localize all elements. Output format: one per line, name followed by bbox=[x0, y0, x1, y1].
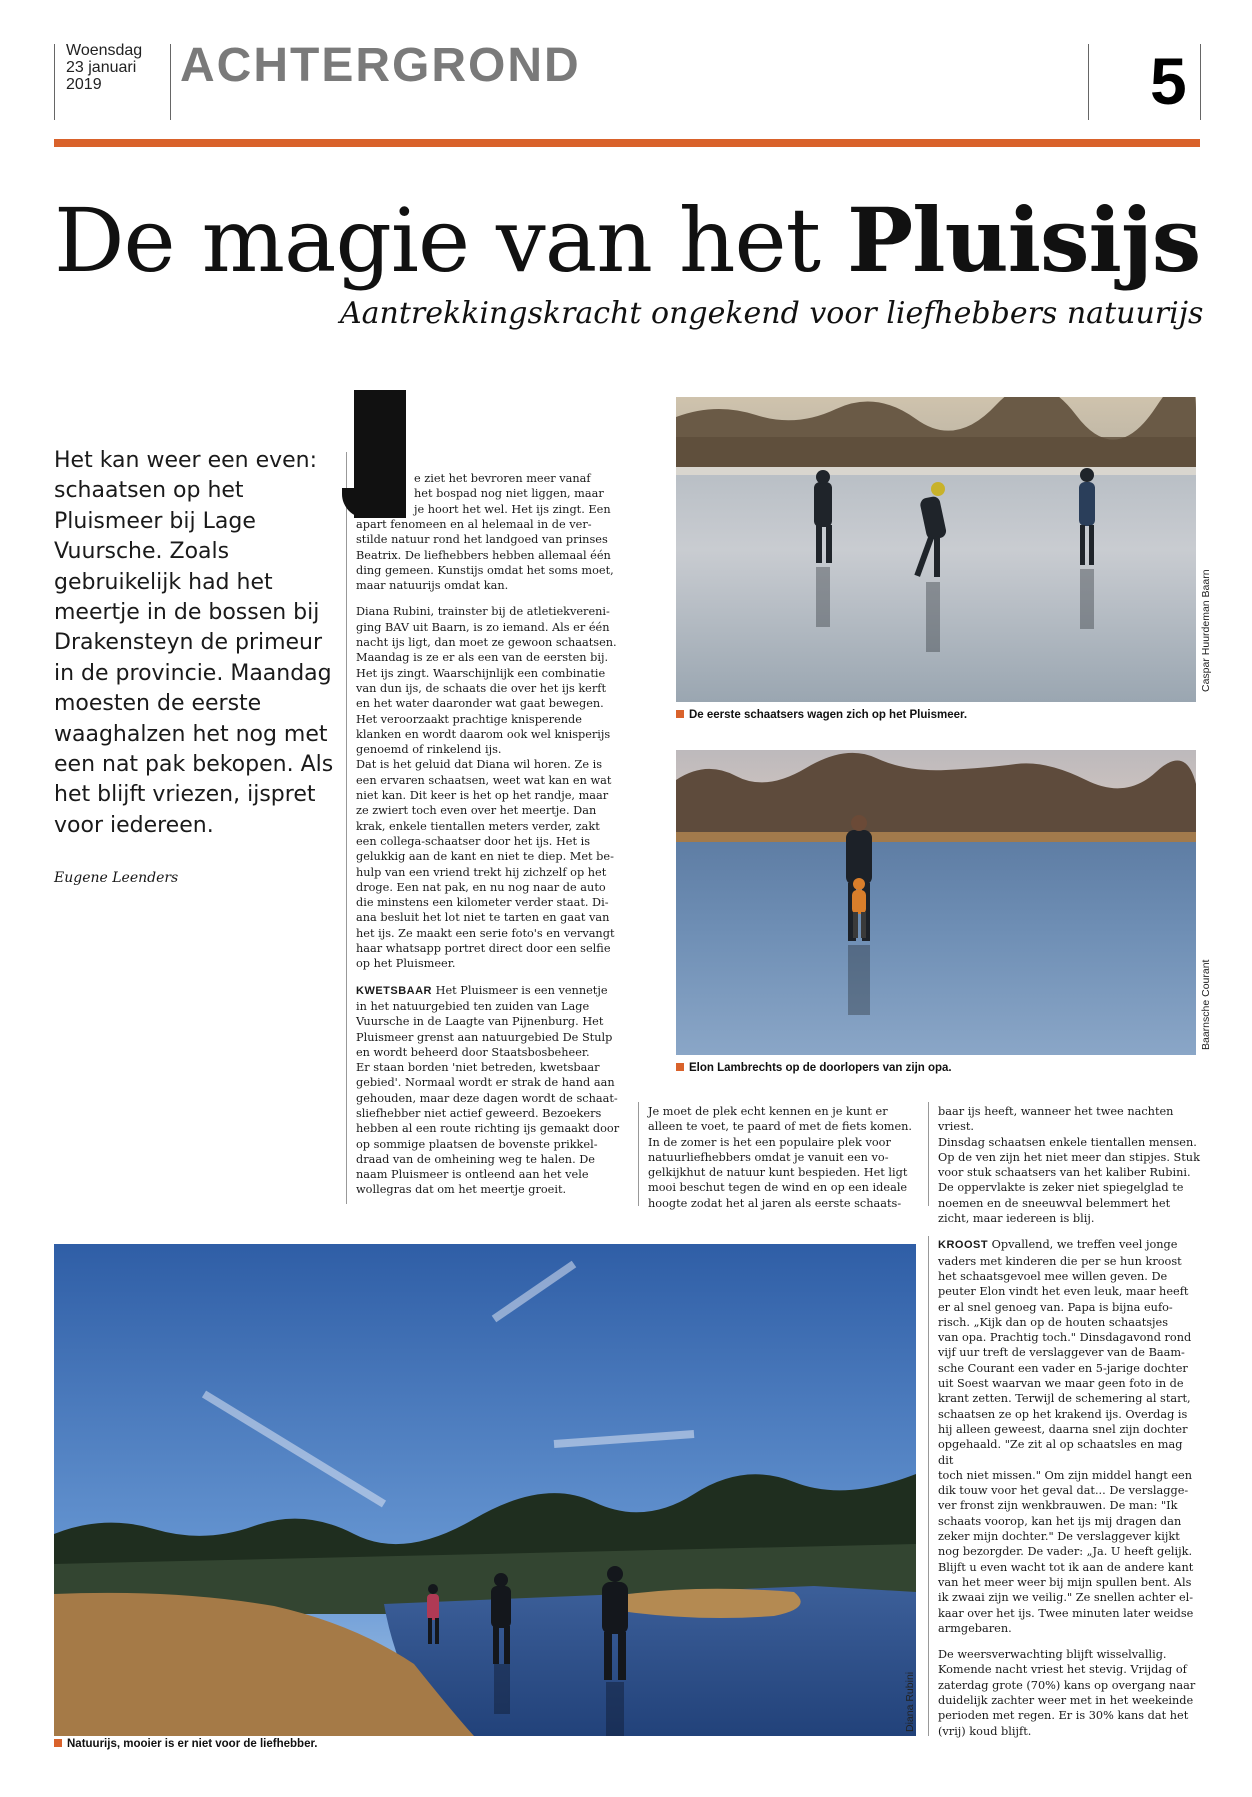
text-line: een collega-schaatser door het ijs. Het is bbox=[356, 834, 591, 848]
text-line: genoemd of rinkelend ijs. bbox=[356, 743, 502, 757]
text-line: Blijft u even wacht tot ik aan de andere kant bbox=[938, 1560, 1194, 1574]
text-line: ik zwaai zijn we veilig." Ze snellen achter el- bbox=[938, 1591, 1194, 1605]
column-rule-4 bbox=[928, 1236, 929, 1736]
photo3-caption-text: Natuurijs, mooier is er niet voor de liefhebber. bbox=[67, 1738, 318, 1750]
text-line: hulp van een vriend trekt hij zichzelf op het bbox=[356, 865, 607, 879]
text-line: opgehaald. "Ze zit al op schaatsles en mag dit bbox=[938, 1438, 1183, 1467]
kwetsbaar-first-line: Het Pluismeer is een vennetje bbox=[435, 983, 608, 997]
photo2-caption bbox=[676, 1062, 952, 1074]
text-line: zicht, maar iedereen is blij. bbox=[938, 1212, 1095, 1226]
text-line: stilde natuur rond het landgoed van prinses bbox=[356, 533, 608, 547]
text-line: Op de ven zijn het niet meer dan stipjes. Stuk bbox=[938, 1150, 1200, 1164]
text-line: hebben al een route richting ijs gemaakt door bbox=[356, 1122, 620, 1136]
intro-line: gebruikelijk had het bbox=[54, 569, 273, 595]
subheadline: Aantrekkingskracht ongekend voor liefhebbers natuurijs bbox=[340, 296, 1204, 331]
intro-line: Het kan weer een even: bbox=[54, 448, 318, 473]
intro-line: in de provincie. Maandag bbox=[54, 660, 332, 686]
photo2-credit: Baarnsche Courant bbox=[1200, 959, 1212, 1050]
text-line: (vrij) koud blijft. bbox=[938, 1724, 1032, 1738]
photo-child-skating bbox=[676, 750, 1196, 1055]
text-line: e ziet het bevroren meer vanaf bbox=[414, 472, 591, 485]
intro-text bbox=[54, 446, 354, 841]
text-line: wollegras dat om het meertje groeit. bbox=[356, 1183, 567, 1197]
text-line: ding gemeen. Kunstijs omdat het soms moet, bbox=[356, 563, 614, 577]
photo2-caption-text: Elon Lambrechts op de doorlopers van zijn opa. bbox=[689, 1062, 952, 1074]
column-rule-3 bbox=[928, 1102, 929, 1206]
photo1-caption bbox=[676, 709, 967, 721]
text-line: Maandag is ze er als een van de eersten bij. bbox=[356, 651, 609, 665]
text-line: krant zetten. Terwijl de schemering al start, bbox=[938, 1392, 1191, 1406]
text-line: in het natuurgebied ten zuiden van Lage bbox=[356, 999, 590, 1013]
paragraph-intro bbox=[356, 517, 628, 593]
text-line: mooi beschut tegen de wind en op een ideale bbox=[648, 1181, 908, 1195]
photo-natuurijs bbox=[54, 1244, 916, 1736]
headline bbox=[54, 190, 1200, 291]
intro-line: Vuursche. Zoals bbox=[54, 539, 230, 565]
text-line: De oppervlakte is zeker niet spiegelglad te bbox=[938, 1181, 1184, 1195]
text-line: schaatsen ze op het krakend ijs. Overdag is bbox=[938, 1407, 1188, 1421]
text-line: op sommige plaatsen de bovenste prikkel- bbox=[356, 1137, 598, 1151]
text-line: Diana Rubini, trainster bij de atletiekvereni- bbox=[356, 605, 610, 619]
text-line: baar ijs heeft, wanneer het twee nachten bbox=[938, 1105, 1174, 1118]
date-year: 2019 bbox=[66, 76, 102, 93]
text-line: haar whatsapp portret direct door een selfie bbox=[356, 942, 611, 956]
text-line: duidelijk zachter weer met in het weekeinde bbox=[938, 1693, 1194, 1707]
text-line: In de zomer is het een populaire plek voor bbox=[648, 1135, 891, 1149]
photo-skaters bbox=[676, 397, 1196, 702]
headline-regular: De magie van het bbox=[54, 189, 820, 292]
article-column-1 bbox=[356, 517, 628, 1209]
header-rule-right2 bbox=[1200, 44, 1201, 120]
text-line: op het Pluismeer. bbox=[356, 957, 456, 971]
text-line: gelukkig aan de kant en niet te diep. Met be- bbox=[356, 850, 614, 864]
text-line: sliefhebber niet actief geweerd. Bezoekers bbox=[356, 1106, 602, 1120]
text-line: vriest. bbox=[938, 1120, 975, 1134]
paragraph-kroost bbox=[938, 1237, 1200, 1636]
intro-line: Drakensteyn de primeur bbox=[54, 630, 323, 656]
text-line: en wordt beheerd door Staatsbosbeheer. bbox=[356, 1045, 590, 1059]
text-line: zaterdag grote (70%) kans op overgang naar bbox=[938, 1678, 1196, 1692]
intro-line: schaatsen op het bbox=[54, 478, 244, 504]
photo-natuurijs-image bbox=[54, 1244, 916, 1736]
text-line: ze zwiert toch even over het meertje. Dan bbox=[356, 804, 597, 818]
text-line: Dat is het geluid dat Diana wil horen. Ze is bbox=[356, 758, 603, 772]
text-line: peuter Elon vindt het even leuk, maar heeft bbox=[938, 1285, 1189, 1299]
headline-bold: Pluisijs bbox=[846, 188, 1201, 292]
column-rule-2 bbox=[638, 1102, 639, 1206]
text-line: Komende nacht vriest het stevig. Vrijdag of bbox=[938, 1663, 1187, 1677]
text-line: De weersverwachting blijft wisselvallig. bbox=[938, 1648, 1167, 1662]
header-rule-mid bbox=[170, 44, 171, 120]
text-line: schaats voorop, kan het ijs mij dragen dan bbox=[938, 1514, 1182, 1528]
text-line: kaar over het ijs. Twee minuten later weidse bbox=[938, 1606, 1194, 1620]
text-line: het ijs. Ze maakt een serie foto's en vervangt bbox=[356, 926, 615, 940]
intro-line: meertje in de bossen bij bbox=[54, 600, 320, 626]
accent-rule bbox=[54, 139, 1200, 147]
text-line: alleen te voet, te paard of met de fiets komen. bbox=[648, 1120, 913, 1134]
text-line: nacht ijs ligt, dan moet ze gewoon schaatsen. bbox=[356, 636, 617, 650]
text-line: gelkijkhut de natuur kunt bespieden. Het ligt bbox=[648, 1166, 908, 1180]
intro-line: een nat pak bekopen. Als bbox=[54, 752, 334, 778]
date-date: 23 januari bbox=[66, 59, 137, 76]
text-line: die minstens een kilometer verder staat. Di- bbox=[356, 896, 609, 910]
text-line: niet kan. Dit keer is het op het randje, maar bbox=[356, 789, 609, 803]
text-line: hoogte zodat het al jaren als eerste schaats- bbox=[648, 1196, 902, 1210]
col1-dropcap-text bbox=[414, 471, 628, 517]
text-line: er al snel genoeg van. Papa is bijna eufo- bbox=[938, 1300, 1173, 1314]
text-line: krak, enkele tientallen meters verder, zakt bbox=[356, 819, 600, 833]
text-line: draad van de omheining weg te halen. De bbox=[356, 1152, 595, 1166]
text-line: natuurliefhebbers omdat je vanuit een vo- bbox=[648, 1150, 889, 1164]
text-line: van opa. Prachtig toch." Dinsdagavond rond bbox=[938, 1331, 1192, 1345]
text-line: naam Pluismeer is ontleend aan het vele bbox=[356, 1168, 589, 1182]
kicker-kwetsbaar: KWETSBAAR bbox=[356, 984, 432, 997]
text-line: sche Courant een vader en 5-jarige dochter bbox=[938, 1361, 1188, 1375]
text-line: klanken en wordt daarom ook wel knisperijs bbox=[356, 727, 611, 741]
section-title: ACHTERGROND bbox=[180, 39, 581, 92]
text-line: ver fronst zijn wenkbrauwen. De man: "Ik bbox=[938, 1499, 1178, 1513]
text-line: perioden met regen. Er is 30% kans dat het bbox=[938, 1709, 1189, 1723]
text-line: een ervaren schaatsen, weet wat kan en wat bbox=[356, 773, 612, 787]
text-line: ana besluit het lot niet te tarten en gaat van bbox=[356, 911, 610, 925]
text-line: het bospad nog niet liggen, maar bbox=[414, 487, 604, 501]
text-line: noemen en de sneeuwval belemmert het bbox=[938, 1196, 1171, 1210]
paragraph-diana bbox=[356, 604, 628, 971]
header-rule-left bbox=[54, 44, 55, 120]
text-line: uit Soest waarvan we maar geen foto in de bbox=[938, 1377, 1184, 1391]
intro-line: Pluismeer bij Lage bbox=[54, 508, 256, 534]
text-line: Het ijs zingt. Waarschijnlijk een combinatie bbox=[356, 666, 606, 680]
text-line: het schaatsgevoel mee willen geven. De bbox=[938, 1269, 1168, 1283]
text-line: dik touw voor het geval dat... De verslagge- bbox=[938, 1484, 1189, 1498]
text-line: Er staan borden 'niet betreden, kwetsbaar bbox=[356, 1061, 600, 1075]
text-line: nog bezorgder. De vader: „Ja. U heeft gelijk. bbox=[938, 1545, 1193, 1559]
photo3-caption bbox=[54, 1738, 318, 1750]
text-line: van het meer weer bij mijn spullen bent. Als bbox=[938, 1575, 1192, 1589]
text-line: je hoort het wel. Het ijs zingt. Een bbox=[414, 502, 611, 516]
text-line: gebied'. Normaal wordt er strak de hand aan bbox=[356, 1076, 615, 1090]
caption-marker bbox=[676, 1063, 684, 1071]
text-line: vaders met kinderen die per se hun kroost bbox=[938, 1254, 1182, 1268]
text-line: apart fenomeen en al helemaal in de ver- bbox=[356, 518, 592, 531]
date-day: Woensdag bbox=[66, 42, 143, 59]
intro-line: moesten de eerste bbox=[54, 691, 262, 717]
text-line: Beatrix. De liefhebbers hebben allemaal één bbox=[356, 548, 611, 562]
article-column-2 bbox=[648, 1104, 920, 1211]
paragraph-weer bbox=[938, 1647, 1200, 1739]
page-number: 5 bbox=[1150, 44, 1187, 118]
kroost-first-line: Opvallend, we treffen veel jonge bbox=[991, 1238, 1178, 1252]
kroost-text bbox=[938, 1255, 1193, 1635]
text-line: Dinsdag schaatsen enkele tientallen mensen. bbox=[938, 1135, 1197, 1149]
dropcap-j bbox=[354, 390, 406, 518]
photo1-caption-text: De eerste schaatsers wagen zich op het Pluismeer. bbox=[689, 709, 968, 721]
text-line: Je moet de plek echt kennen en je kunt er bbox=[648, 1105, 888, 1118]
photo-skaters-image bbox=[676, 397, 1196, 702]
kwetsbaar-text bbox=[356, 1000, 619, 1197]
text-line: ging BAV uit Baarn, is zo iemand. Als er één bbox=[356, 620, 610, 634]
text-line: hij alleen geweest, daarna snel zijn dochter bbox=[938, 1422, 1188, 1436]
column-rule-1 bbox=[346, 452, 347, 1204]
text-line: van dun ijs, de schaats die over het ijs kerft bbox=[356, 681, 606, 695]
photo1-credit: Caspar Huurdeman Baarn bbox=[1200, 569, 1212, 692]
intro-line: het blijft vriezen, ijspret bbox=[54, 782, 316, 808]
text-line: maar natuurijs omdat kan. bbox=[356, 579, 509, 593]
photo3-credit: Diana Rubini bbox=[904, 1671, 916, 1732]
text-line: Vuursche in de Laagte van Pijnenburg. Het bbox=[356, 1015, 604, 1029]
text-line: droge. Een nat pak, en nu nog naar de auto bbox=[356, 880, 606, 894]
text-line: zeker mijn dochter." De verslaggever kijkt bbox=[938, 1530, 1180, 1544]
text-line: risch. „Kijk dan op de houten schaatsjes bbox=[938, 1315, 1169, 1329]
caption-marker bbox=[54, 1739, 62, 1747]
text-line: toch niet missen." Om zijn middel hangt een bbox=[938, 1468, 1192, 1482]
issue-date bbox=[66, 42, 142, 93]
text-line: voor stuk schaatsers van het kaliber Rubini. bbox=[938, 1166, 1191, 1180]
text-line: gehouden, maar deze dagen wordt de schaat- bbox=[356, 1091, 618, 1105]
photo-child-image bbox=[676, 750, 1196, 1055]
article-column-3 bbox=[938, 1104, 1200, 1750]
paragraph-kwetsbaar bbox=[356, 983, 628, 1198]
text-line: en het water daaronder wat gaat bewegen. bbox=[356, 697, 604, 711]
paragraph-dinsdag bbox=[938, 1104, 1200, 1226]
text-line: vijf uur treft de verslaggever van de Baam- bbox=[938, 1346, 1185, 1360]
text-line: armgebaren. bbox=[938, 1621, 1012, 1635]
header-rule-right1 bbox=[1088, 44, 1089, 120]
intro-line: waaghalzen het nog met bbox=[54, 721, 328, 747]
kicker-kroost: KROOST bbox=[938, 1239, 989, 1252]
text-line: Pluismeer grenst aan natuurgebied De Stulp bbox=[356, 1030, 613, 1044]
intro-line: voor iedereen. bbox=[54, 812, 214, 838]
author-byline: Eugene Leenders bbox=[54, 870, 179, 886]
text-line: Het veroorzaakt prachtige knisperende bbox=[356, 712, 582, 726]
caption-marker bbox=[676, 710, 684, 718]
